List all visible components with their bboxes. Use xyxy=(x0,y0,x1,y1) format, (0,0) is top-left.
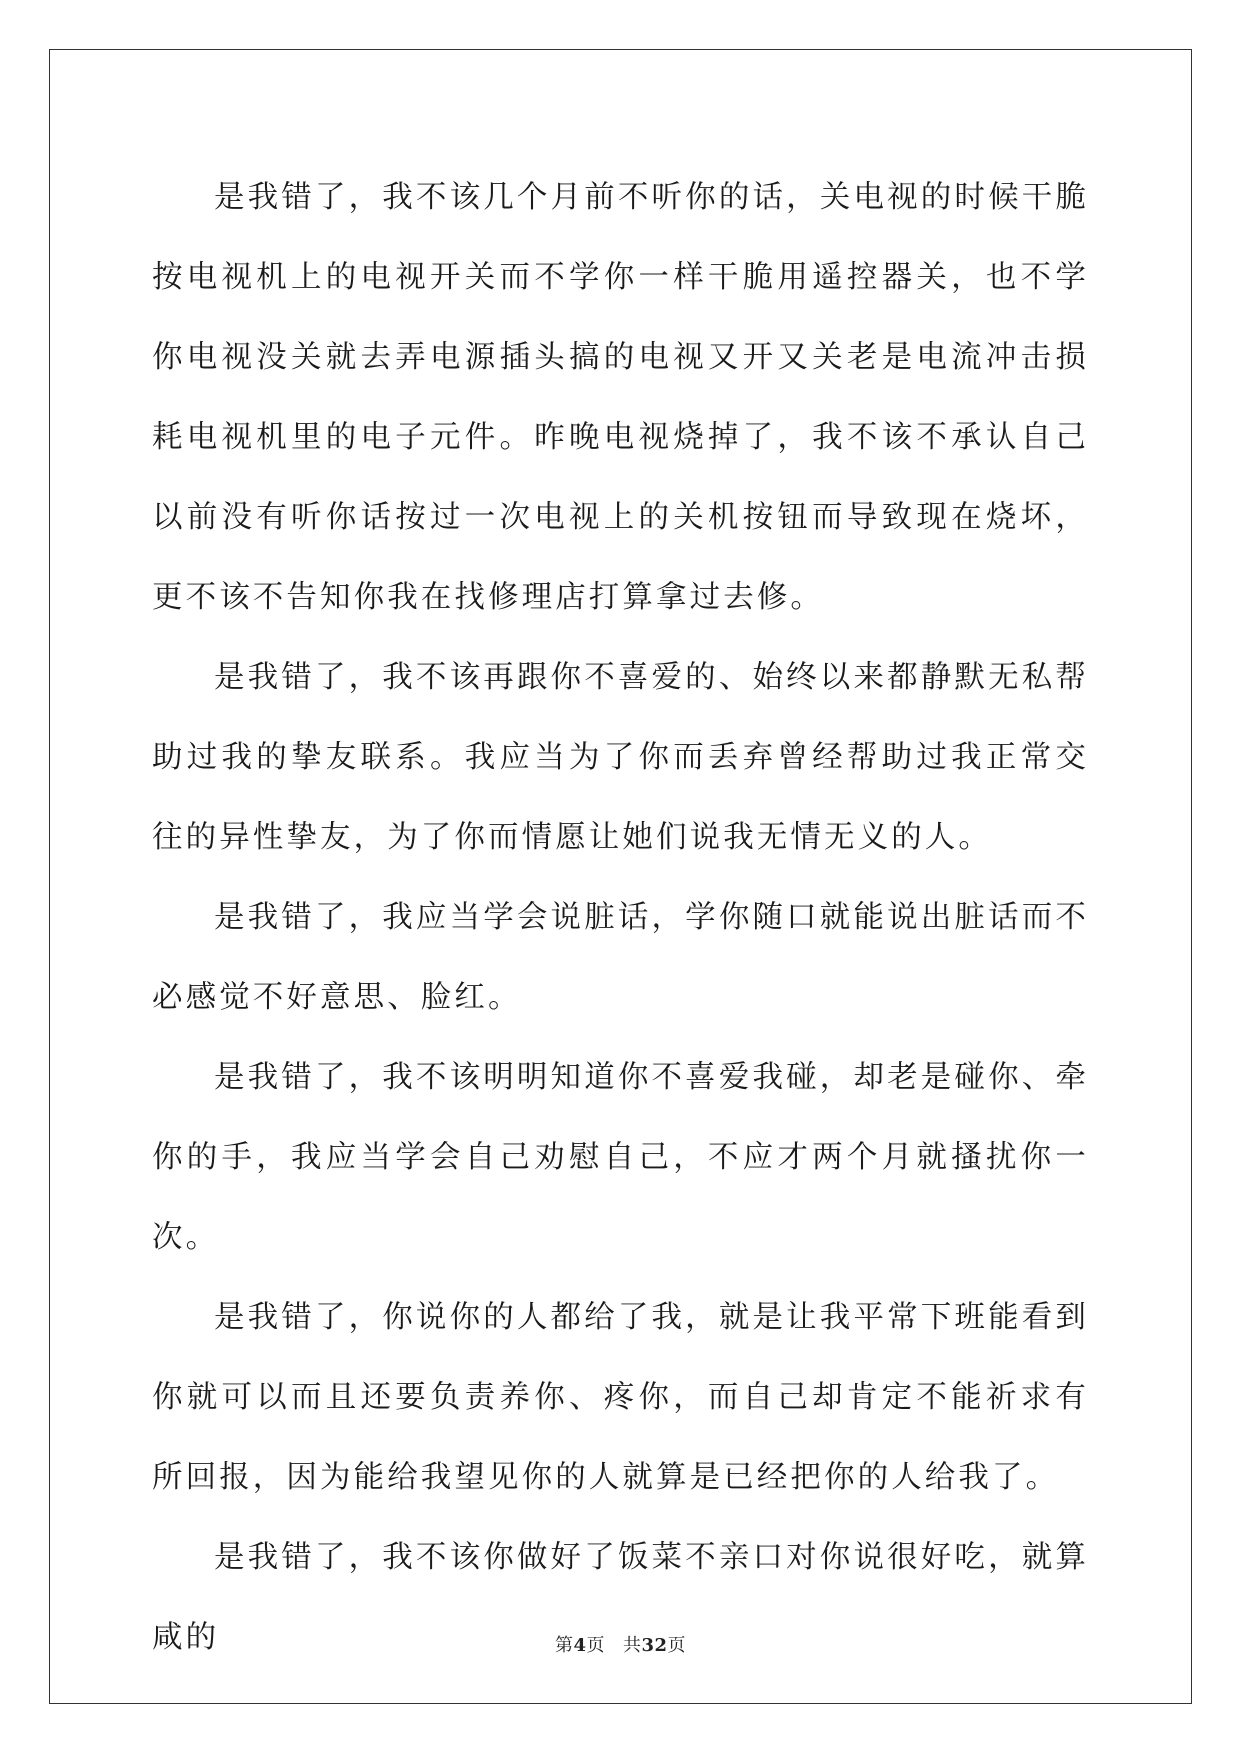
paragraph-4: 是我错了，我不该明明知道你不喜爱我碰，却老是碰你、牵你的手，我应当学会自己劝慰自己，不应才两个月就搔扰你一次。 xyxy=(152,1060,1089,1255)
document-body xyxy=(152,158,1089,1678)
page-prefix: 第 xyxy=(554,1635,574,1656)
paragraph-2: 是我错了，我不该再跟你不喜爱的、始终以来都静默无私帮助过我的挚友联系。我应当为了你而丢弃曾经帮助过我正常交往的异性挚友，为了你而情愿让她们说我无情无义的人。 xyxy=(152,660,1089,855)
page-number: 4 xyxy=(573,1635,587,1656)
paragraph-1: 是我错了，我不该几个月前不听你的话，关电视的时候干脆按电视机上的电视开关而不学你一样干脆用遥控器关，也不学你电视没关就去弄电源插头搞的电视又开又关老是电流冲击损耗电视机里的电子元件。昨晚电视烧掉了，我不该不承认自己以前没有听你话按过一次电视上的关机按钮而导致现在烧坏，更不该不告知你我在找修理店打算拿过去修。 xyxy=(152,180,1089,615)
total-prefix: 共 xyxy=(622,1635,642,1656)
paragraph-5: 是我错了，你说你的人都给了我，就是让我平常下班能看到你就可以而且还要负责养你、疼你，而自己却肯定不能祈求有所回报，因为能给我望见你的人就算是已经把你的人给我了。 xyxy=(152,1300,1089,1495)
paragraph-6: 是我错了，我不该你做好了饭菜不亲口对你说很好吃，就算咸的 xyxy=(152,1540,1089,1655)
paragraph-3: 是我错了，我应当学会说脏话，学你随口就能说出脏话而不必感觉不好意思、脸红。 xyxy=(152,900,1089,1015)
total-suffix: 页 xyxy=(667,1635,687,1656)
page-footer xyxy=(0,1631,1241,1657)
page-suffix: 页 xyxy=(586,1635,605,1656)
total-pages: 32 xyxy=(641,1635,668,1656)
